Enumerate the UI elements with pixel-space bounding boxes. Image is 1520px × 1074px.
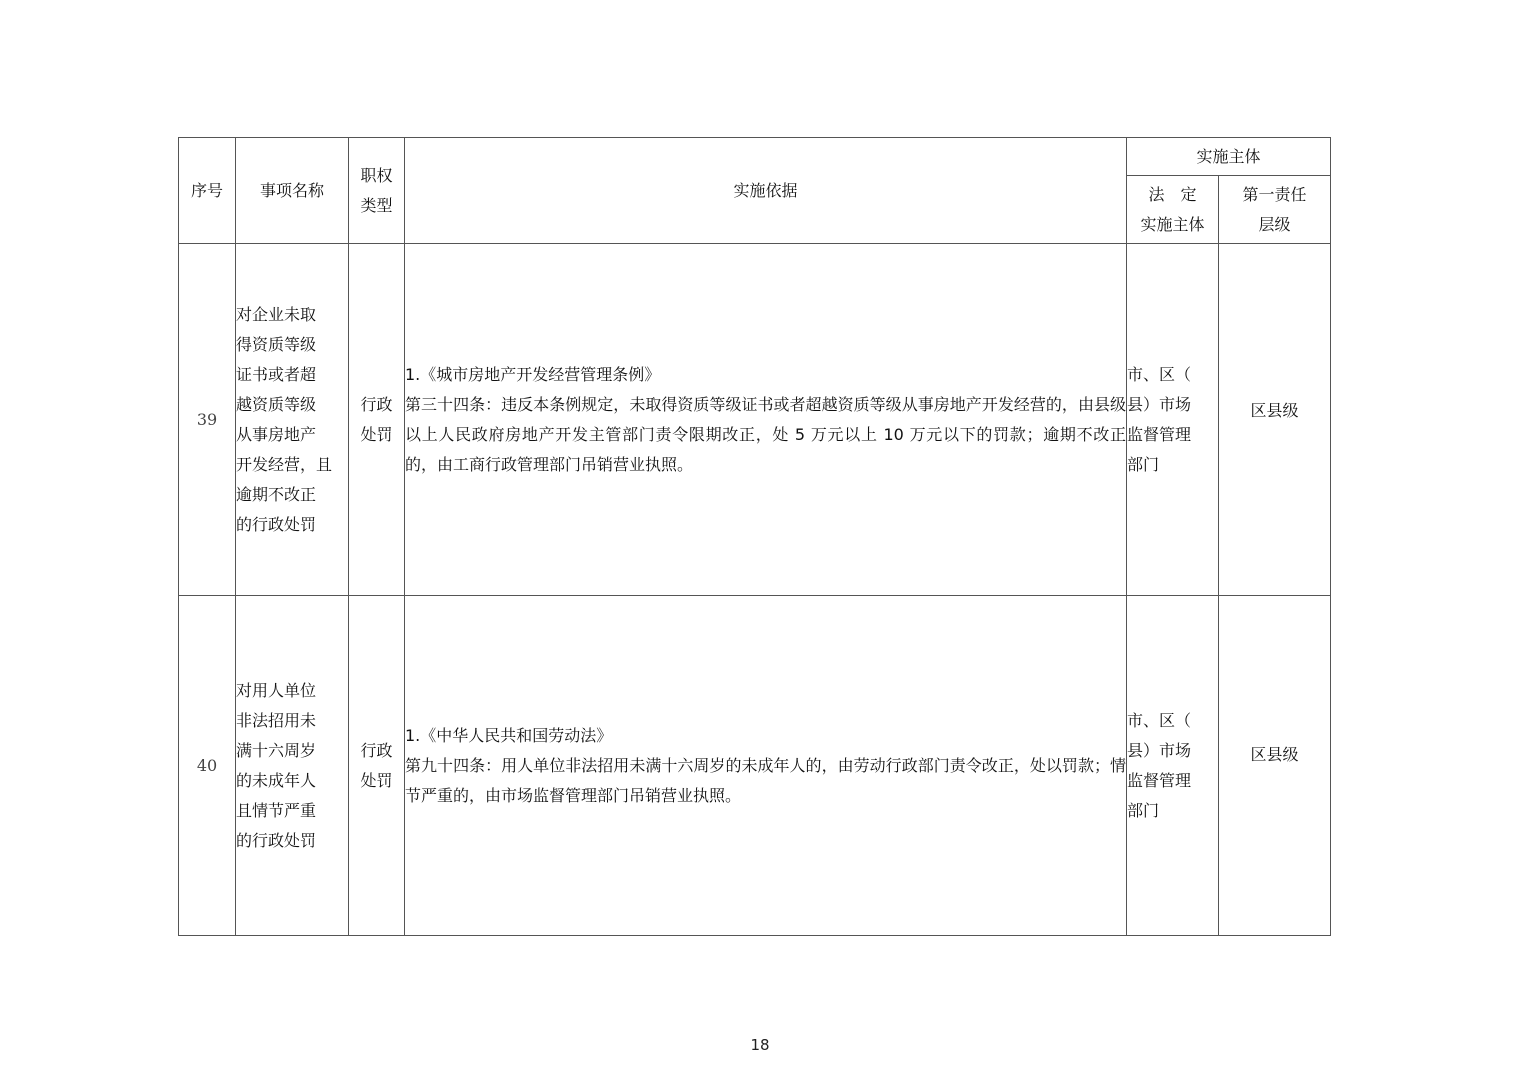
page-number: 18 — [750, 1036, 770, 1054]
item-name-line: 非法招用未 — [236, 710, 317, 730]
basis-title: 1.《中华人民共和国劳动法》 — [405, 725, 613, 745]
item-name-line: 证书或者超 — [236, 364, 317, 384]
table-row — [179, 244, 1331, 596]
header-power-type-line-1: 职权 — [360, 165, 393, 185]
item-name-line: 的未成年人 — [236, 770, 317, 790]
legal-subject-line: 监督管理 — [1127, 424, 1192, 444]
header-power-type-line-2: 类型 — [360, 195, 393, 215]
row-legal-subject — [1127, 244, 1219, 596]
row-basis — [405, 596, 1127, 936]
row-seq: 40 — [179, 596, 236, 936]
header-subject-group: 实施主体 — [1127, 138, 1331, 176]
item-name-line: 得资质等级 — [236, 334, 317, 354]
power-type-line: 处罚 — [360, 424, 393, 444]
row-item-name — [236, 596, 349, 936]
item-name-line: 对企业未取 — [236, 304, 317, 324]
row-first-level: 区县级 — [1219, 244, 1331, 596]
header-first-level-line-2: 层级 — [1258, 214, 1291, 234]
header-row-1 — [179, 138, 1331, 176]
legal-subject-line: 市、区（ — [1127, 364, 1192, 384]
legal-subject-line: 部门 — [1127, 454, 1160, 474]
header-legal-subject — [1127, 176, 1219, 244]
item-name-line: 且情节严重 — [236, 800, 317, 820]
header-first-level — [1219, 176, 1331, 244]
row-seq: 39 — [179, 244, 236, 596]
item-name-line: 逾期不改正 — [236, 484, 317, 504]
row-item-name — [236, 244, 349, 596]
header-legal-subject-line-1: 法 定 — [1148, 184, 1197, 204]
header-legal-subject-line-2: 实施主体 — [1140, 214, 1205, 234]
table-row — [179, 596, 1331, 936]
item-name-line: 从事房地产 — [236, 424, 317, 444]
header-power-type — [349, 138, 405, 244]
row-basis — [405, 244, 1127, 596]
power-type-line: 行政 — [360, 394, 393, 414]
power-list-table — [178, 137, 1331, 936]
item-name-line: 的行政处罚 — [236, 830, 317, 850]
header-item-name: 事项名称 — [236, 138, 349, 244]
header-seq: 序号 — [179, 138, 236, 244]
power-type-line: 处罚 — [360, 770, 393, 790]
header-first-level-line-1: 第一责任 — [1242, 184, 1307, 204]
basis-article: 第九十四条：用人单位非法招用未满十六周岁的未成年人的，由劳动行政部门责令改正，处以罚款；情节严重的，由市场监督管理部门吊销营业执照。 — [405, 755, 1126, 805]
item-name-line: 越资质等级 — [236, 394, 317, 414]
item-name-line: 开发经营，且 — [236, 454, 333, 474]
basis-title: 1.《城市房地产开发经营管理条例》 — [405, 364, 661, 384]
item-name-line: 对用人单位 — [236, 680, 317, 700]
legal-subject-line: 市、区（ — [1127, 710, 1192, 730]
legal-subject-line: 部门 — [1127, 800, 1160, 820]
item-name-line: 的行政处罚 — [236, 514, 317, 534]
row-power-type — [349, 244, 405, 596]
power-type-line: 行政 — [360, 740, 393, 760]
header-basis: 实施依据 — [405, 138, 1127, 244]
legal-subject-line: 县）市场 — [1127, 394, 1192, 414]
row-power-type — [349, 596, 405, 936]
basis-article: 第三十四条：违反本条例规定，未取得资质等级证书或者超越资质等级从事房地产开发经营的，由县级以上人民政府房地产开发主管部门责令限期改正，处 5 万元以上 10 万元以下的罚款；逾期不改正的，由工商行政管理部门吊销营业执照。 — [405, 394, 1126, 474]
row-first-level: 区县级 — [1219, 596, 1331, 936]
item-name-line: 满十六周岁 — [236, 740, 317, 760]
legal-subject-line: 县）市场 — [1127, 740, 1192, 760]
row-legal-subject — [1127, 596, 1219, 936]
legal-subject-line: 监督管理 — [1127, 770, 1192, 790]
